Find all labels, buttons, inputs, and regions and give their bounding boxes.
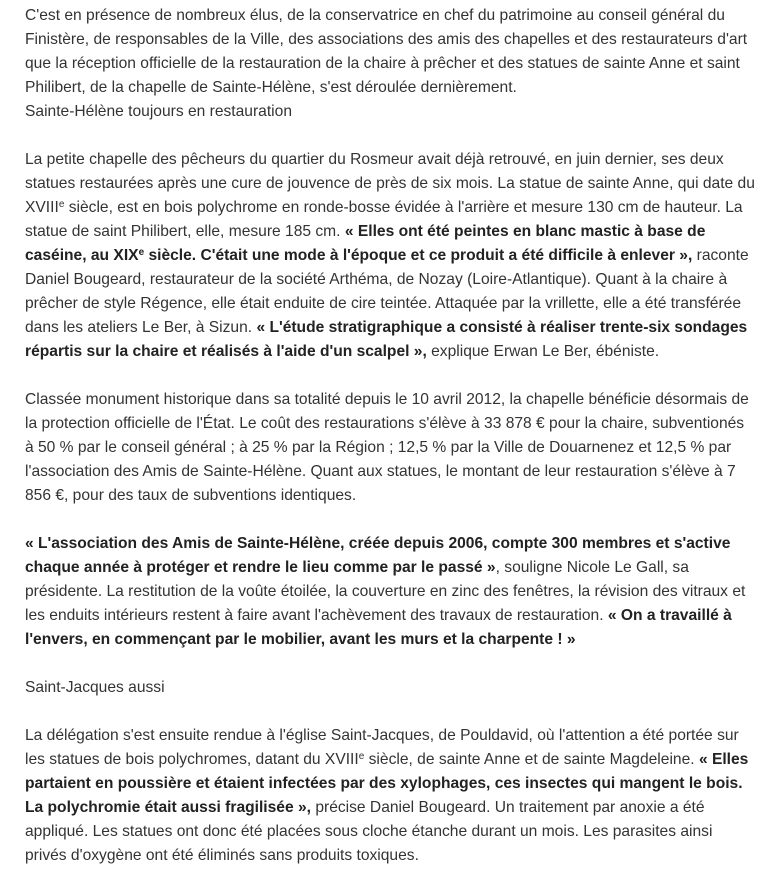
paragraph-intro [25, 4, 755, 124]
paragraph-text: siècle, est en bois polychrome en ronde-bosse évidée à l'arrière et mesure 130 cm de hauteur. La statue de saint Philibert, elle, mesure 185 cm. [25, 199, 743, 240]
paragraph-text: explique Erwan Le Ber, ébéniste. [426, 343, 660, 360]
superscript: e [58, 199, 65, 210]
quote-bold: « L'étude stratigraphique a consisté à réaliser trente-six sondages répartis sur la chaire et réalisés à l'aide d'un scalpel », [25, 319, 748, 360]
paragraph-text: précise Daniel Bougeard. Un traitement par anoxie a été appliqué. Les statues ont donc été placées sous cloche étanche durant un mois. Les parasites ainsi privés d'oxygène ont été éliminés sans produits toxiques. [25, 799, 713, 864]
quote-text: siècle. C'était une mode à l'époque et ce produit a été difficile à enlever », [144, 247, 693, 264]
superscript: e [138, 247, 145, 258]
paragraph-statues [25, 148, 755, 364]
article-body [25, 4, 755, 892]
section-subheading: Sainte-Hélène toujours en restauration [25, 103, 292, 120]
paragraph-text: siècle, de sainte Anne et de sainte Magdeleine. [364, 751, 699, 768]
quote-bold: « On a travaillé à l'envers, en commençant par le mobilier, avant les murs et la charpente ! » [25, 607, 732, 648]
superscript: e [358, 751, 365, 762]
paragraph-text: , souligne Nicole Le Gall, sa présidente. La restitution de la voûte étoilée, la couverture en zinc des fenêtres, la révision des vitraux et les enduits intérieurs restent à faire avant l'achèvement des travaux de restauration. [25, 559, 746, 624]
paragraph-text: raconte Daniel Bougeard, restaurateur de la société Arthéma, de Nozay (Loire-Atlantique). Quant à la chaire à prêcher de style Régence, elle était enduite de cire teintée. Attaquée par la vrillette, elle a été transférée dans les ateliers Le Ber, à Sizun. [25, 247, 749, 336]
paragraph-text: La petite chapelle des pêcheurs du quartier du Rosmeur avait déjà retrouvé, en juin dernier, ses deux statues restaurées après une cure de jouvence de près de six mois. La statue de sainte Anne, qui date du XVIII [25, 151, 755, 216]
paragraph-text: C'est en présence de nombreux élus, de la conservatrice en chef du patrimoine au conseil général du Finistère, de responsables de la Ville, des associations des amis des chapelles et des restaurateurs d'art que la réception officielle de la restauration de la chaire à prêcher et des statues de sainte Anne et saint Philibert, de la chapelle de Sainte-Hélène, s'est déroulée dernièrement. [25, 7, 748, 96]
paragraph-text: Classée monument historique dans sa totalité depuis le 10 avril 2012, la chapelle bénéficie désormais de la protection officielle de l'État. Le coût des restaurations s'élève à 33 878 € pour la chaire, subventionés à 50 % par le conseil général ; à 25 % par la Région ; 12,5 % par la Ville de Douarnenez et 12,5 % par l'association des Amis de Sainte-Hélène. Quant aux statues, le montant de leur restauration s'élève à 7 856 €, pour des taux de subventions identiques. [25, 391, 749, 504]
paragraph-subheading [25, 676, 755, 700]
paragraph-text: La délégation s'est ensuite rendue à l'église Saint-Jacques, de Pouldavid, où l'attention a été portée sur les statues de bois polychromes, datant du XVIII [25, 727, 739, 768]
quote-text: « Elles ont été peintes en blanc mastic à base de caséine, au XIX [25, 223, 706, 264]
paragraph-saint-jacques [25, 724, 755, 868]
quote-bold: « Elles partaient en poussière et étaient infectées par des xylophages, ces insectes qui mangent le bois. La polychromie était aussi fragilisée », [25, 751, 749, 816]
paragraph-costs [25, 388, 755, 508]
quote-bold: « L'association des Amis de Sainte-Hélène, créée depuis 2006, compte 300 membres et s'active chaque année à protéger et rendre le lieu comme par le passé » [25, 535, 731, 576]
paragraph-association [25, 532, 755, 652]
section-subheading: Saint-Jacques aussi [25, 679, 165, 696]
